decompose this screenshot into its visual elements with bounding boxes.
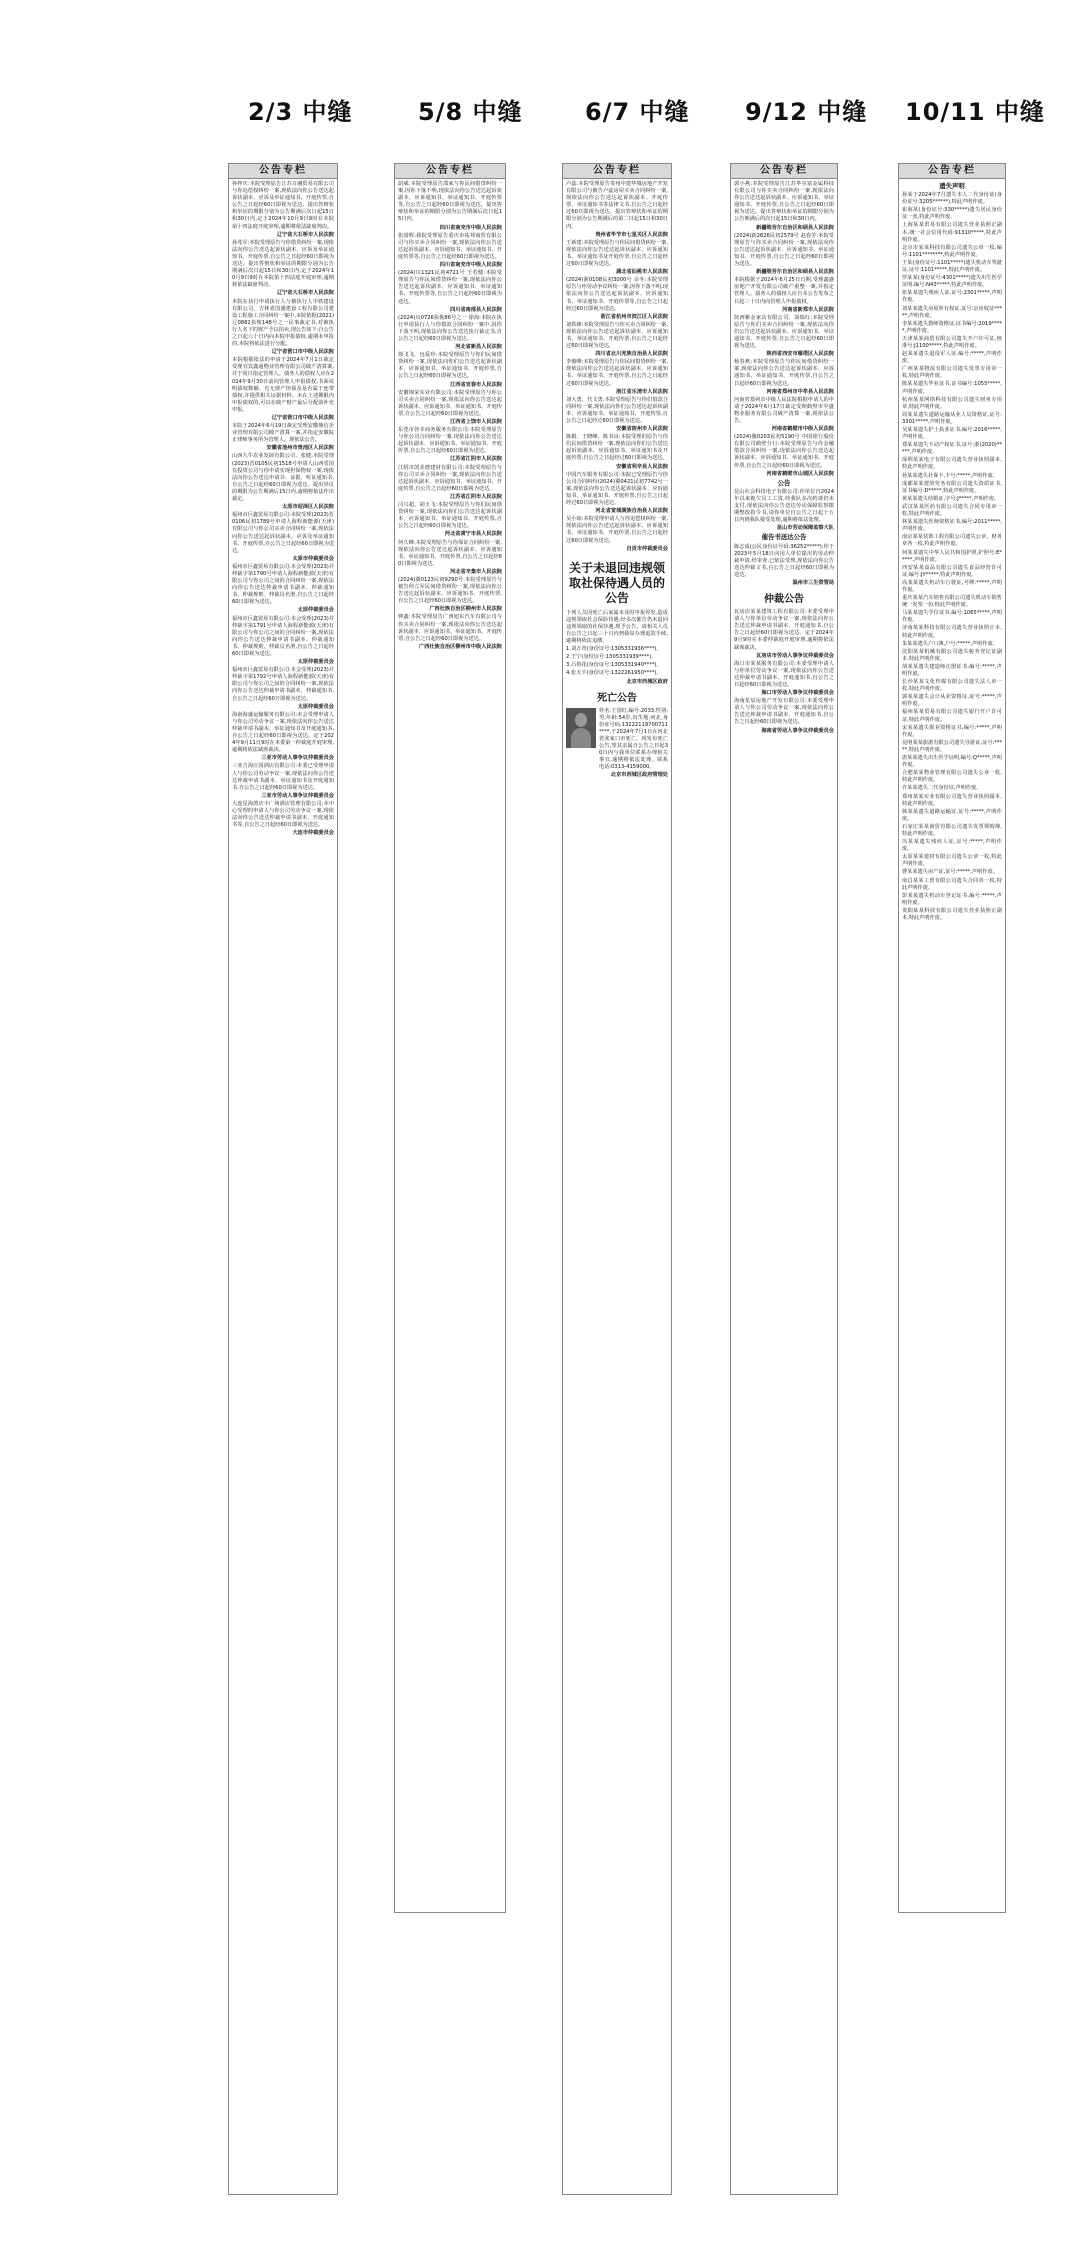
- notice-item: 高某某遗失机动车行驶证,号牌:*****,声明作废。: [902, 579, 1002, 593]
- notice-item: 陈娟、王晓峰、陈书良:本院受理的原告与你们民间借贷纠纷一案,现依法向你们公告送达起诉状副本、应诉通知书、举证通知书及开庭传票,自公告之日起经过60日即视为送达。: [566, 434, 668, 462]
- obituary-signature: 北京市西城区政府管理处: [610, 772, 668, 779]
- notice-item: 武汉某某医药有限公司遗失合同专用章一枚,特此声明作废。: [902, 503, 1002, 518]
- notice-signature: 河北省宽城满族自治县人民法院: [595, 508, 668, 515]
- notice-item: 宋某某遗失职业资格证书,编号:*****,声明作废。: [902, 724, 1002, 738]
- notice-item: 南昌某某工贸有限公司遗失合同章一枚,特此声明作废。: [902, 877, 1002, 891]
- notice-item: 钟鑫:本院受理原告广西旭东汽车有限公司与你买卖合同纠纷一案,现依法向你公告送达起诉状副本、应诉通知书、举证通知书、开庭传票,自公告之日起经60日即视为送达。: [398, 614, 502, 642]
- notice-item: 本院于2024年6月19日裁定受理安徽鼎信企业管理有限公司破产清算一案,并指定安徽皖正律师事务所为管理人。现依法公告。: [232, 423, 334, 444]
- notice-item: 江阴市凯美德建材有限公司:本院受理原告与你公司买卖合同纠纷一案,现依法向你公告送达起诉状副本、应诉通知书、举证通知书、开庭传票,自公告之日起经60日即视为送达。: [398, 464, 502, 492]
- notice-item: 孙梓庆:本院受理原告江苏万融贸易有限公司与你追偿权纠纷一案,现依法向你公告送达起诉状副本、应诉及举证通知书、开庭传票,自公告之日起经60日即视为送达。提出答辩状和举证的期限分别为公告期满后次日起15日和30日内,定于2024年10月9日9时在本院第十四法庭开庭审理,逾期将依法缺席判决。: [232, 181, 334, 230]
- notice-signature: 辽宁省营口市中级人民法院: [271, 349, 334, 356]
- notice-item: 4.张天平(身份证号:1322261950****)。: [566, 670, 662, 677]
- heading-col3: 6/7 中缝: [585, 98, 690, 126]
- column-header: 公告专栏: [731, 164, 837, 179]
- notice-signature: 辽宁省大石桥市人民法院: [276, 290, 334, 297]
- notice-item: 合肥某某物业管理有限公司遗失公章一枚,特此声明作废。: [902, 770, 1002, 784]
- column-10-11: [898, 163, 1006, 1913]
- notice-item: 福州市巨鑫贸易有限公司:本会受理(2023)并仲裁字第1790号申请人海程新能源(天津)有限公司与你公司之间的合同纠纷一案,现依法向你公告送达仲裁申请书副本、仲裁通知书、仲裁规则、仲裁员名册,自公告之日起经60日即视为送达。: [232, 563, 334, 606]
- notice2-title: 公告: [777, 478, 791, 487]
- notice-item: 郑州某某实业有限公司遗失营业执照副本,特此声明作废。: [902, 793, 1002, 807]
- notice2-text: 昆山社会科技电子有限公司:你单位自2024年以来拖欠员工工资,经我队多次约谈仍未支付,现依法向你公告送达劳动保障监察限期整改指令书,请你单位自公告之日起十五日内到我队接受处理,逾期将依法处理。: [734, 488, 834, 524]
- notice-signature: 自贡市仲裁委员会: [626, 545, 668, 552]
- notice-item: (2024)新2826民初2579号 赵春芳:本院受理原告与你买卖合同纠纷一案,现依法向你公告送达起诉状副本、应诉通知书、举证通知书、开庭传票,自公告之日起经60日即视为送达。: [734, 232, 834, 268]
- notice-item: 吴小琼:本院受理申请人与你追偿权纠纷一案,现依法向你公告送达起诉状副本、应诉通知书、举证通知书、开庭传票,自公告之日起经过60日即视为送达。: [566, 516, 668, 544]
- notice-item: (2024)川0726执恢86号之一 徐海:本院在执行申请执行人与你借款合同纠纷一案中,因你下落不明,现依法向你公告送达执行裁定书,自公告之日起经60日即视为送达。: [398, 314, 502, 342]
- notice-item: 冯某某遗失残疾人证,证号:*****,声明作废。: [902, 839, 1002, 853]
- notice-item: 山西九牛农业发展有限公司、张健:本院受理(2023)晋0105民初1518号申请人山西省国有投资公司与你申请实现担保物权一案,现依法向你公告送达申请书、证据、听证通知书,自公告之日起经60日即视为送达。提出异议的期限为公告期满后15日内,逾期将依法作出裁定。: [232, 453, 334, 503]
- obituary-text: 姓名:王国红,编号:2033,性别:男,年龄:54岁,出生地:河北,身份证号码:13222119700711****,于2024年7月1日在河北省张家口市死亡。现发布死亡公告,望其亲属自公告之日起30日内与我单位联系办理相关事宜,逾期将依法处理。联系电话:0313-4159000。: [599, 707, 668, 771]
- column-9-12: [730, 163, 838, 2195]
- notice-signature: 江西省宜春市人民法院: [450, 381, 502, 388]
- notice-signature: 广西壮族自治区柳州市人民法院: [429, 606, 502, 613]
- notice-item: (2024)浙0108民初3000号 余冬:本院受理原告与你劳动争议纠纷一案,因你下落不明,现依法向你公告送达起诉状副本、应诉通知书、举证通知书、开庭传票等,自公告之日起经过60日即视为送达。: [566, 277, 668, 312]
- notice-item: 北京市某某科技有限公司遗失公章一枚,编号:1101********,特此声明作废。: [902, 244, 1002, 258]
- notice-item: 上海某某贸易有限公司遗失营业执照正副本,统一社会信用代码:91310*****,特此声明作废。: [902, 222, 1002, 243]
- heading-col2: 5/8 中缝: [418, 98, 523, 126]
- notice-item: 2.王宁(身份证号:1305331939****),: [566, 654, 653, 661]
- notice-item: 周某某遗失道路运输从业人员资格证,证号:3301*****,声明作废。: [902, 411, 1002, 425]
- notice-signature: 河南省新郑市人民法院: [782, 306, 834, 313]
- notice-item: 济南某某科技有限公司遗失营业执照正本,特此声明作废。: [902, 625, 1002, 639]
- heading-col1: 2/3 中缝: [248, 98, 353, 126]
- notice-signature: 广西壮族自治区柳州市中级人民法院: [418, 643, 502, 650]
- notice-item: 闫兴超、胡玉飞:本院受理原告与你们民间借贷纠纷一案,现依法向你们公告送达起诉状副本、应诉通知书、举证通知书、开庭传票,自公告之日起经60日即视为送达。: [398, 502, 502, 530]
- notice-item: 福州某某贸易有限公司遗失银行开户许可证,特此声明作废。: [902, 709, 1002, 723]
- notice-signature: 太原市迎泽区人民法院: [282, 504, 334, 511]
- notice-signature: 辽宁省营口市中级人民法院: [271, 415, 334, 421]
- notice-signature: 江西省上饶市人民法院: [450, 419, 502, 425]
- notice-signature: 太原市仲裁委员会: [292, 555, 334, 562]
- notice-signature: 陕西省西安市雁塔区人民法院: [766, 351, 834, 358]
- notice-item: 南京某某装饰工程有限公司遗失公章、财务章各一枚,特此声明作废。: [902, 534, 1002, 548]
- notice-item: 陈某某遗失毕业证书,证书编号:1055*****,声明作废。: [902, 381, 1002, 395]
- notice-signature: 北京市西城区政府: [626, 678, 668, 685]
- notice-item: 1.刘万青(身份证号:1305331936****),: [566, 646, 659, 653]
- notice-signature: 河北省辛集市人民法院: [450, 568, 502, 575]
- notice-item: 刘铁锋:本院受理原告与你买卖合同纠纷一案,现依法向你公告送达起诉状副本、应诉通知书、举证通知书、开庭传票,自公告之日起经过60日即视为送达。: [566, 321, 668, 350]
- notice-item: 何久峰:本院受理原告与你保证合同纠纷一案,现依法向你公告送达起诉状副本、应诉通知书、举证通知书、开庭传票,自公告之日起经60日即视为送达。: [398, 539, 502, 567]
- notice-item: 安徽锦荣实业有限公司:本院受理原告与你公司买卖合同纠纷一案,现依法向你公告送达起诉状副本、应诉通知书、举证通知书、开庭传票,自公告之日起经60日即视为送达。: [398, 389, 502, 417]
- notice-item: 瓦房店某某建筑工程有限公司:本委受理申请人与你单位劳动争议一案,现依法向你公告送达仲裁申请书副本、开庭通知书,自公告之日起经60日即视为送达。定于2024年9月9时在本委仲裁庭开庭审理,逾期将依法缺席裁决。: [734, 609, 834, 651]
- notice-item: 彭某某遗失机动车登记证书,编号:*****,声明作废。: [902, 892, 1002, 906]
- notice-item: 孙兆军:本院受理原告与你借贷纠纷一案,现依法向你公告送达起诉状副本、应诉及举证通知书、开庭传票,自公告之日起经60日即视为送达。提出答辩状和举证的期限分别为公告期满后次日起15日和30日内,定于2024年10月9日9时在本院第十四法庭开庭审理,逾期将依法缺席判决。: [232, 239, 334, 289]
- notice-item: 杨春燕:本院受理原告与你民间借贷纠纷一案,现依法向你公告送达起诉状副本、应诉通知书、举证通知书、开庭传票,自公告之日起经60日即视为送达。: [734, 359, 834, 387]
- notice-item: 郭某某遗失会计从业资格证,证号:*****,声明作废。: [902, 694, 1002, 708]
- notice-signature: 四川省南充市中级人民法院: [439, 262, 502, 269]
- notice-item: 西安某某食品有限公司遗失食品经营许可证,编号:JY*****,特此声明作废。: [902, 564, 1002, 578]
- notice-item: 韶威:本院受理原告邵家与你民间借贷纠纷一案,因你下落不明,现依法向你公告送达起诉状副本、应诉通知书、举证通知书、开庭传票等,自公告之日起经60日即视为送达。提出答辩状和举证的期限分别为公告期满后次日起15日内。: [398, 181, 502, 223]
- notice-signature: 海口市劳动人事争议仲裁委员会: [761, 690, 834, 697]
- column-header: 公告专栏: [563, 164, 671, 179]
- notice-item: 朱某某遗失户口簿,户号:*****,声明作废。: [902, 640, 998, 647]
- heading-col5: 10/11 中缝: [905, 98, 1045, 126]
- column-body: [563, 179, 671, 783]
- notice-item: 吴某某遗失护士执业证书,编号:2016*****,声明作废。: [902, 427, 1002, 441]
- notice-item: (2024)冀0123民初9290号:本院受理原告与被告何立军民间借贷纠纷一案,现依法向你公告送达起诉状副本、应诉通知书、开庭传票,自公告之日起经60日即视为送达。: [398, 576, 502, 605]
- notice-signature: 河南省鹤壁市中级人民法院: [771, 426, 834, 433]
- notice-item: (2024)川1321民初4721号 王若健:本院受理原告与你民间借贷纠纷一案,现依法向你公告送达起诉状副本、应诉通知书、举证通知书、开庭传票等,自公告之日起经60日即视为送达。: [398, 270, 502, 305]
- notice3-title: 催告书送达公告: [761, 533, 807, 542]
- notice-item: 孙某某遗失社保卡,卡号:*****,声明作废。: [902, 472, 998, 479]
- notice-item: 曹某某遗失房产证,证号:*****,声明作废。: [902, 869, 998, 876]
- notice-item: 昆明某某旅游有限公司遗失导游证,证号:*****,特此声明作废。: [902, 739, 1002, 753]
- notice-signature: 河南省鹤壁市山城区人民法院: [766, 470, 834, 477]
- notice-signature: 瓦房店市劳动人事争议仲裁委员会: [756, 652, 834, 659]
- notice-signature: 三亚市劳动人事争议仲裁委员会: [261, 792, 334, 799]
- column-header: 公告专栏: [229, 164, 337, 179]
- notice-item: 唐某某遗失出生医学证明,编号:Q*****,声明作废。: [902, 755, 1002, 769]
- notice-item: 石家庄某某商贸有限公司遗失发票领购簿,特此声明作废。: [902, 823, 1002, 837]
- notice-signature: 大连市仲裁委员会: [292, 830, 334, 837]
- arbitration-title: 仲裁公告: [764, 594, 804, 606]
- notice-signature: 安徽省利辛县人民法院: [616, 463, 668, 470]
- notice-signature: 河南省郑州市中牟县人民法院: [766, 388, 834, 395]
- notice-item: 深圳某某电子有限公司遗失营业执照副本,特此声明作废。: [902, 457, 1002, 471]
- notice-item: 海南星辰房地产开发有限公司:本委受理申请人与你公司劳动争议一案,现依法向你公告送达仲裁申请书副本、开庭通知书,自公告之日起经60日即视为送达。: [734, 698, 834, 726]
- notice-item: 贵阳某某科技有限公司遗失营业执照正副本,特此声明作废。: [902, 907, 1002, 921]
- notice-item: 大连星海湾庆丰广场酒店管理有限公司:本中心受理的申请人与你公司劳动争议一案,现依法向你公告送达仲裁申请书副本、开庭通知书等,自公告之日起经60日即视为送达。: [232, 800, 334, 829]
- notice-item: 张国辉:我院受理原告重庆市祐邦商贸有限公司与你买卖合同纠纷一案,现依法向你公告送达起诉状副本、应诉通知书、举证通知书、开庭传票等,自公告之日起经60日即视为送达。: [398, 232, 502, 260]
- page-headings: [0, 92, 1083, 132]
- notice-item: 张某某遗失残疾人证,证号:2301*****,声明作废。: [902, 290, 1002, 304]
- notice2-signature: 昆山市劳动保障监察大队: [776, 525, 834, 532]
- notice-item: 李某某遗失教师资格证,证书编号:2019*****,声明作废。: [902, 320, 1002, 334]
- notice-signature: 四川省南充市中级人民法院: [439, 224, 502, 231]
- notice-signature: 安徽省池州市贵池区人民法院: [266, 445, 334, 452]
- column-2-3: [228, 163, 338, 2195]
- notice-signature: 太原仲裁委员会: [297, 607, 334, 614]
- notice-item: 本院在执行申请执行人与被执行人中铁建设有限公司、吉林省国盛建设工程有限公司建设工程施工合同纠纷一案中,本院依据(2021)辽0882执恢148号之一民事裁定书,对被执行人名下的财产予以拍卖,现公告如下:自公告之日起六十日内向本院申报债权,逾期未申报的,本院将依法进行分配。: [232, 298, 334, 348]
- notice-item: 刘大勇、代文勇:本院受理原告与你们借款合同纠纷一案,现依法向你们公告送达起诉状副本、应诉通知书、举证通知书、开庭传票,自公告之日起经过60日即视为送达。: [566, 396, 668, 424]
- notice-item: 海口市某某服务有限公司:本委受理申请人与你单位劳动争议一案,现依法向你公告送达仲裁申请书副本、开庭通知书,自公告之日起经60日即视为送达。: [734, 660, 834, 688]
- obituary-photo: [566, 708, 596, 748]
- notice-item: 广州某某物流有限公司遗失发票专用章一枚,特此声明作废。: [902, 366, 1002, 380]
- notice-signature: 新疆维吾尔自治区和硕县人民法院: [756, 224, 834, 231]
- notice-signature: 安徽省宿州市人民法院: [616, 426, 668, 433]
- notice-signature: 四川省北川羌族自治县人民法院: [595, 351, 668, 358]
- notice-item: 福州市巨鑫贸易有限公司:本会受理(2023)并仲裁字第1791号申请人海程新能源(天津)有限公司与你公司之间的合同纠纷一案,现依法向你公告送达仲裁申请书副本、仲裁通知书、仲裁规则、仲裁员名册,自公告之日起经60日即视为送达。: [232, 615, 334, 657]
- notice-item: 成都某某建筑劳务有限公司遗失资质证书,证书编号:D*****,特此声明作废。: [902, 480, 1002, 494]
- heading-col4: 9/12 中缝: [745, 98, 868, 126]
- notice-item: 胡某某遗失建造师注册证书,编号:*****,声明作废。: [902, 663, 1002, 677]
- notice-item: 杭州某某网络科技有限公司遗失财务专用章,特此声明作废。: [902, 396, 1002, 410]
- notice-signature: 辽宁省大石桥市人民法院: [276, 231, 334, 238]
- notice-signature: 浙江省乐清市人民法院: [616, 388, 668, 395]
- notice-title: 关于未退回违规领取社保待遇人员的公告: [568, 560, 665, 605]
- notice-item: 本院根据依法的申请于2024年7月1日裁定受理宜宾鑫通物业管理有限公司破产清算案,并于同日指定管理人。债务人的债权人应在2024年9月30日前向管理人申报债权,书面说明债权数额、有无财产担保及是否属于连带债权,并提供相关证据材料。未在上述期限内申报债权的,可以在破产财产最后分配前补充申报。: [232, 357, 334, 413]
- notice-item: 何某某遗失中华人民共和国护照,护照号:E*****,声明作废。: [902, 549, 1002, 563]
- obituary-title: 死亡公告: [597, 692, 637, 704]
- notice-item: 赵某某遗失退役军人证,编号:*****,声明作废。: [902, 351, 1002, 365]
- notice-item: 孙某于2024年7月遗失本人二代身份证(身份证号:3205******),特此声明作废。: [902, 192, 1002, 206]
- notice-item: 东莞市谷幸商务服务有限公司:本院受理原告与你公司合同纠纷一案,现依法向你公告送达起诉状副本、应诉通知书、举证通知书、开庭传票,自公告之日起经60日即视为送达。: [398, 427, 502, 455]
- notice-item: 韩某某遗失道路运输证,证号:*****,声明作废。: [902, 808, 1002, 822]
- column-body: [899, 179, 1005, 925]
- notice-signature: 贵州省毕节市七星关区人民法院: [595, 231, 668, 238]
- notice-signature: 四川省南部县人民法院: [450, 306, 502, 313]
- column-header: 公告专栏: [899, 164, 1005, 179]
- notice-item: 郭小燕:本院受理原告江苏华尔富金属科技有限公司与你买卖合同纠纷一案,现依法向你公告送达起诉状副本、应诉通知书、举证通知书、开庭传票,自公告之日起经60日即视为送达。提出答辩状和举证的期限分别为公告期满后的次日起15日和30日内。: [734, 181, 834, 223]
- notice-item: 许某某遗失二代身份证,声明作废。: [902, 785, 982, 792]
- notice-signature: 太原仲裁委员会: [297, 703, 334, 710]
- notice-signature: 江苏省江阴市人民法院: [450, 456, 502, 463]
- notice-item: 刘某某遗失房屋所有权证,证号:京房权证*****,声明作废。: [902, 305, 1002, 319]
- column-body: [229, 179, 337, 840]
- notice-signature: 江苏省江阴市人民法院: [450, 493, 502, 500]
- notice-item: 郑某某遗失不动产权证书,证号:浙(2020)*****,声明作废。: [902, 442, 1002, 456]
- notice-item: 王新建:本院受理原告与你民间借贷纠纷一案,现依法向你公告送达起诉状副本、应诉通知书、举证通知书及开庭传票,自公告之日起经过60日即视为送达。: [566, 239, 668, 268]
- notice-item: 徐飞飞、包爱珍:本院受理原告与你们民间借贷纠纷一案,现依法向你们公告送达起诉状副本、应诉通知书、举证通知书、开庭传票,自公告之日起经60日即视为送达。: [398, 352, 502, 380]
- notice-item: 长沙某某文化传媒有限公司遗失法人章一枚,特此声明作废。: [902, 679, 1002, 693]
- notice-signature: 湖北省仙桃市人民法院: [616, 269, 668, 276]
- column-5-8: [394, 163, 506, 1913]
- notice-signature: 太原仲裁委员会: [297, 659, 334, 666]
- column-6-7: [562, 163, 672, 2195]
- notice3-text: 陈志成(公民身份证号码:36252*****):你于2023年5月18日向用人单位提出的劳动仲裁申请,经审查,已依法受理,现依法向你公告送达仲裁文书,自公告之日起经60日即视为送达。: [734, 543, 834, 578]
- notice-signature: 河北省新昌人民法院: [455, 344, 502, 351]
- notice-item: 黄某某遗失结婚证,字号:J*****,声明作废。: [902, 495, 1000, 502]
- column-body: [395, 179, 505, 654]
- notice-signature: 新疆维吾尔自治区和硕县人民法院: [756, 269, 834, 276]
- notice-item: 卢蕊:本院受理原告贵州中建华城房地产开发有限公司与被告卢蕊房屋买卖合同纠纷一案,现依法向你公告送达起诉状副本、开庭传票、举证通知书等法律文书,自公告之日起经过60日即视为送达。提出答辩状和举证的期限分别为公告期满后的第二日起15日和30日内。: [566, 181, 668, 230]
- obituary: [566, 708, 668, 773]
- notice-signature: 海南省劳动人事争议仲裁委员会: [761, 727, 834, 734]
- notice-item: 李俊峰:本院受理原告与你民间借贷纠纷一案,现依法向你公告送达起诉状副本、应诉通知书、举证通知书、开庭传票,自公告之日起经过60日即视为送达。: [566, 359, 668, 387]
- notice-item: 福州市巨鑫贸易有限公司:本院受理(2023)晋0106民初1789号申请人海程新能源(天津)有限公司与你公司买卖合同纠纷一案,现依法向你公告送达起诉状副本、应诉及举证通知书、开庭传票,自公告之日起经60日即视为送达。: [232, 512, 334, 554]
- column-header: 公告专栏: [395, 164, 505, 179]
- notice-item: 重庆某某汽车销售有限公司遗失机动车销售统一发票一份,特此声明作废。: [902, 595, 1002, 609]
- notice-signature: 三亚市劳动人事争议仲裁委员会: [261, 755, 334, 762]
- notice-item: 本院根据于2024年6月25日日期,受理鑫盛房地产开发有限公司破产重整一案,并指定管理人。债务人的债权人应自本公告发布之日起三十日内向管理人申报债权。: [734, 277, 834, 305]
- notice-item: 海南海盛运输服务有限公司:本会受理申请人与你公司劳动争议一案,现依法向你公告送达仲裁申请书副本、举证通知书及开庭通知书,自公告之日起经60日即视为送达。定于2024年9月11日9时在本委第一仲裁庭开庭审理,逾期将依法缺席裁决。: [232, 711, 334, 754]
- notice-item: 福州市巨鑫贸易有限公司:本会受理(2023)并仲裁字第1792号申请人海程新能源(天津)有限公司与你公司之间的合同纠纷一案,现依法向你公告送达仲裁申请书副本、仲裁通知书,自公告之日起经60日即视为送达。: [232, 667, 334, 702]
- notice-item: (2024)豫0203民初5190号 中国银行股份有限公司鹤壁分行:本院受理原告与你金融借款合同纠纷一案,现依法向你公告送达起诉状副本、应诉通知书、举证通知书、开庭传票,自公告之日起经60日即视为送达。: [734, 434, 834, 469]
- notice-item: 河南省郑州市中级人民法院根据申请人的申请于2024年6月17日裁定受理鹤壁市中盛物业服务有限公司破产清算一案,现依法公告。: [734, 396, 834, 424]
- notice-item: 下列人员因死亡后家属未及时申报停发,造成违规领取社会保险待遇,经多次催告仍未退回违规领取的社保待遇,现予公告。请相关人员自公告之日起三十日内到我局办理退款手续,逾期将依法追缴。: [566, 609, 668, 645]
- notice-item: 三亚吉海庄园酒店有限公司:本委已受理申请人与你公司劳动争议一案,现依法向你公告送达仲裁申请书副本、举证通知书及开庭通知书,自公告之日起经60日即视为送达。: [232, 763, 334, 791]
- notice-item: 林某某遗失医师资格证书,编号:2011*****,声明作废。: [902, 519, 1002, 533]
- notice-item: 中国汽车服务有限公司:本院已受理原告与你公司合同纠纷(2024)冀0421民初7742号一案,现依法向你公告送达起诉状副本、应诉通知书、举证通知书、开庭传票,自公告之日起经过60日即视为送达。: [566, 471, 668, 507]
- lost-notice-title: 遗失声明: [939, 182, 965, 190]
- notice-item: 太原某某建材有限公司遗失公章一枚,特此声明作废。: [902, 854, 1002, 868]
- notice-item: 崔海某(身份证号:330*****)遗失居民身份证一张,特此声明作废。: [902, 207, 1002, 221]
- notice3-signature: 温州市三生资管局: [792, 579, 834, 586]
- notice-signature: 浙江省杭州市滨江区人民法院: [600, 313, 668, 320]
- notice-item: 3.吕荷花(身份证号:1305331940****),: [566, 662, 659, 669]
- notice-item: 罗某某(身份证号:4301*****)遗失出生医学证明,编号:N43*****,特此声明作废。: [902, 275, 1002, 289]
- notice-item: 天津某某商贸有限公司遗失开户许可证,核准号:J1100*****,特此声明作废。: [902, 335, 1002, 349]
- column-body: [731, 179, 837, 738]
- notice-item: 沈阳某某机械有限公司遗失税务登记证副本,特此声明作废。: [902, 648, 1002, 662]
- notice-signature: 河北省肃宁市县人民法院: [444, 531, 502, 538]
- notice-item: 王某(身份证号:1101*****)遗失机动车驾驶证,证号:1101*****,特此声明作废。: [902, 259, 1002, 274]
- notice-item: 陕西紫金家具有限公司、刘瑞红:本院受理原告与你们买卖合同纠纷一案,现依法向你们公告送达起诉状副本、应诉通知书、举证通知书、开庭传票,自公告之日起经60日即视为送达。: [734, 314, 834, 350]
- notice-item: 马某某遗失学位证书,编号:1065*****,声明作废。: [902, 610, 1002, 624]
